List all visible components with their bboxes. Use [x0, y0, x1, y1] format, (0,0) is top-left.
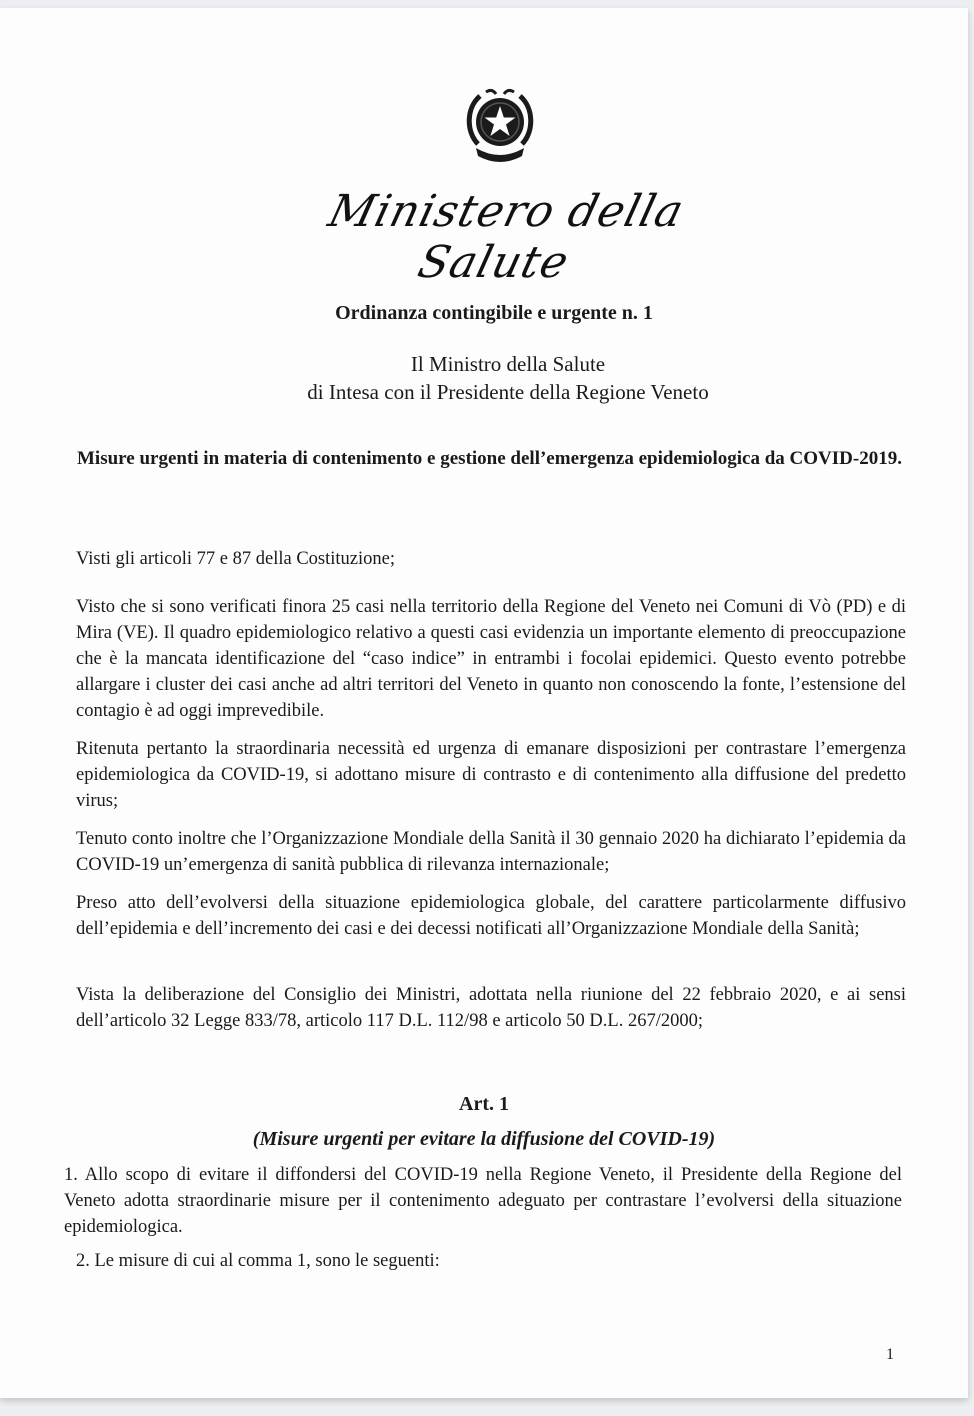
preamble-paragraph: Vista la deliberazione del Consiglio dei Ministri, adottata nella riunione del 22 febbraio 2020, e ai sensi dell’articolo 32 Legge 833/78, articolo 117 D.L. 112/98 e articolo 50 D.L. 267/2000;	[76, 985, 906, 1031]
article-number: Art. 1	[459, 1093, 509, 1115]
preamble-paragraph: Preso atto dell’evolversi della situazione epidemiologica globale, del carattere particolarmente diffusivo dell’epidemia e dell’incremento dei casi e dei decessi notificati all’Organizzazione Mondiale della Sanità;	[76, 893, 906, 939]
minister-line: Il Ministro della Salute	[410, 352, 606, 376]
ordinance-subject: Misure urgenti in materia di contenimento e gestione dell’emergenza epidemiologica da COVID-2019.	[77, 448, 902, 469]
ministry-logo: Ministero della Salute	[323, 186, 690, 288]
minister-line: di Intesa con il Presidente della Regione Veneto	[307, 380, 709, 404]
article-clause: 1. Allo scopo di evitare il diffondersi del COVID-19 nella Regione Veneto, il Presidente della Regione del Veneto adotta straordinarie misure per il contenimento adeguato per contrastare l’evolversi della situazione epidemiologica.	[64, 1165, 902, 1237]
issuing-authority	[0, 350, 974, 406]
article-clause: 2. Le misure di cui al comma 1, sono le seguenti:	[76, 1251, 440, 1271]
preamble-paragraph: Tenuto conto inoltre che l’Organizzazione Mondiale della Sanità il 30 gennaio 2020 ha dichiarato l’epidemia da COVID-19 un’emergenza di sanità pubblica di rilevanza internazionale;	[76, 829, 906, 875]
preamble-paragraph: Visto che si sono verificati finora 25 casi nella territorio della Regione del Veneto nei Comuni di Vò (PD) e di Mira (VE). Il quadro epidemiologico relativo a questi casi evidenzia un importante elemento di preoccupazione che è la mancata identificazione del “caso indice” in entrambi i focolai epidemici. Questo evento potrebbe allargare i cluster dei casi anche ad altri territori del Veneto in quanto non conoscendo la fonte, l’estensione del contagio è ad oggi imprevedibile.	[76, 597, 906, 721]
ordinance-title: Ordinanza contingibile e urgente n. 1	[335, 302, 653, 324]
article-title: (Misure urgenti per evitare la diffusione del COVID-19)	[252, 1128, 716, 1150]
preamble-paragraph: Visti gli articoli 77 e 87 della Costituzione;	[76, 549, 395, 569]
preamble-paragraph: Ritenuta pertanto la straordinaria necessità ed urgenza di emanare disposizioni per contrastare l’emergenza epidemiologica da COVID-19, si adottano misure di contrasto e di contenimento alla diffusione del predetto virus;	[76, 739, 906, 811]
document-page	[0, 8, 968, 1398]
italian-republic-emblem-icon	[462, 86, 538, 166]
page-number: 1	[886, 1346, 894, 1363]
